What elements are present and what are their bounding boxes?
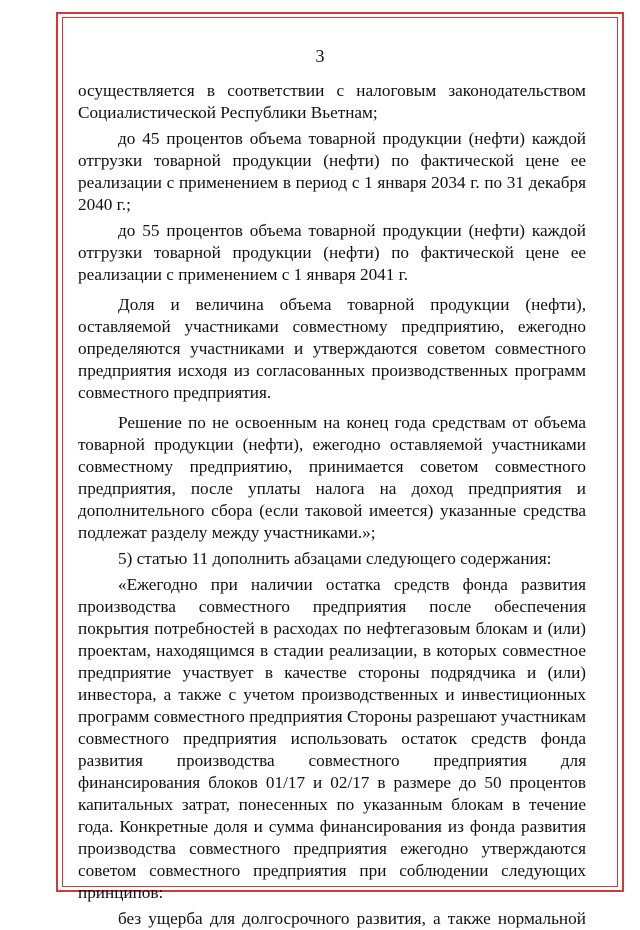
- paragraph-1-rest: Социалистической Республики Вьетнам;: [78, 103, 378, 122]
- paragraph-4: Доля и величина объема товарной продукции (нефти), оставляемой участниками совместному предприятию, ежегодно определяются участниками и утверждаются советом совместного предприятия исходя из согласованных производственных программ совместного предприятия.: [78, 295, 586, 402]
- document-body: [78, 80, 586, 930]
- paragraph-1-line-1: осуществляется в соответствии с налоговым законодательством: [78, 81, 586, 100]
- paragraph-7: «Ежегодно при наличии остатка средств фонда развития производства совместного предприятия после обеспечения покрытия потребностей в расходах по нефтегазовым блокам и (или) проектам, находящимся в стадии реализации, в которых совместное предприятие участвует в качестве стороны подрядчика и (или) инвестора, а также с учетом производственных и инвестиционных программ совместного предприятия Стороны разрешают участникам совместного предприятия использовать остаток средств фонда развития производства совместного предприятия для финансирования блоков 01/17 и 02/17 в размере до 50 процентов капитальных затрат, понесенных по указанным блокам в течение года. Конкретные доля и сумма финансирования из фонда развития производства совместного предприятия ежегодно утверждаются советом совместного предприятия при соблюдении следующих принципов:: [78, 575, 586, 902]
- paragraph-5: Решение по не освоенным на конец года средствам от объема товарной продукции (нефти), ежегодно оставляемой участниками совместному предприятию, принимается советом совместного предприятия, после уплаты налога на доход предприятия и дополнительного сбора (если таковой имеется) указанные средства подлежат разделу между участниками.»;: [78, 413, 586, 542]
- paragraph-8-line-1: без ущерба для долгосрочного развития, а также нормальной: [118, 909, 586, 928]
- paragraph-3: до 55 процентов объема товарной продукции (нефти) каждой отгрузки товарной продукции (нефти) по фактической цене ее реализации с применением с 1 января 2041 г.: [78, 221, 586, 284]
- page-number: 3: [315, 46, 325, 66]
- paragraph-6: 5) статью 11 дополнить абзацами следующего содержания:: [118, 549, 552, 568]
- paragraph-2: до 45 процентов объема товарной продукции (нефти) каждой отгрузки товарной продукции (нефти) по фактической цене ее реализации с применением в период с 1 января 2034 г. по 31 декабря 2040 г.;: [78, 129, 586, 214]
